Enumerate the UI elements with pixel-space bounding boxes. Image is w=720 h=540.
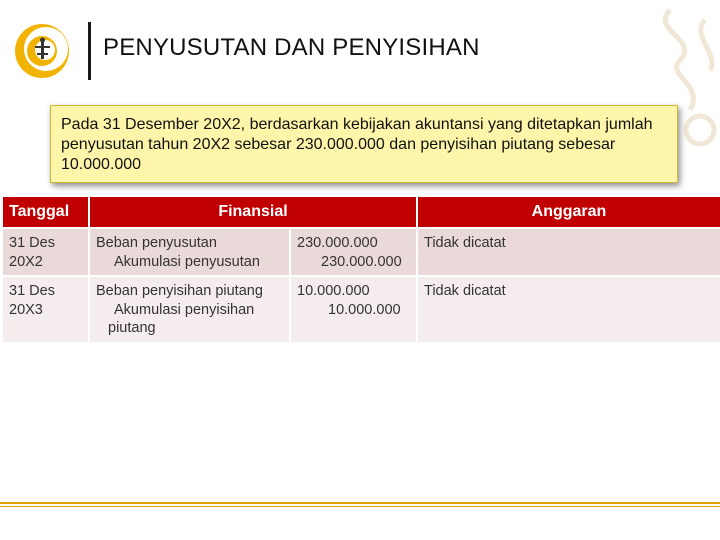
callout-text: Pada 31 Desember 20X2, berdasarkan kebijakan akuntansi yang ditetapkan jumlah penyusutan tahun 20X2 sebesar 230.000.000 dan penyisihan piutang sebesar 10.000.000 <box>61 116 653 173</box>
page-title: PENYUSUTAN DAN PENYISIHAN <box>103 34 480 61</box>
journal-table <box>3 197 720 342</box>
footer-rule-thin <box>0 506 720 507</box>
debit-amount: 230.000.000 <box>297 235 378 251</box>
header-finance: Finansial <box>90 197 418 227</box>
row-amounts <box>291 275 418 342</box>
debit-account: Beban penyusutan <box>96 235 217 251</box>
header-date: Tanggal <box>3 197 90 227</box>
credit-account: Akumulasi penyusutan <box>114 253 260 270</box>
row-amounts <box>291 227 418 275</box>
debit-account: Beban penyisihan piutang <box>96 283 263 299</box>
footer-rule <box>0 502 720 504</box>
table-row <box>3 227 720 275</box>
row-date: 31 Des 20X2 <box>3 227 90 275</box>
row-accounts <box>90 275 291 342</box>
credit-account-continued: piutang <box>108 320 156 336</box>
row-date: 31 Des 20X3 <box>3 275 90 342</box>
header-budget: Anggaran <box>418 197 720 227</box>
credit-account: Akumulasi penyisihan <box>114 301 255 318</box>
university-logo-icon <box>12 20 72 82</box>
title-divider <box>88 22 91 80</box>
credit-amount: 230.000.000 <box>321 253 402 270</box>
info-callout <box>50 105 678 183</box>
credit-amount: 10.000.000 <box>328 301 401 318</box>
row-budget: Tidak dicatat <box>418 275 720 342</box>
table-header-row <box>3 197 720 227</box>
row-budget: Tidak dicatat <box>418 227 720 275</box>
table-row <box>3 275 720 342</box>
debit-amount: 10.000.000 <box>297 283 370 299</box>
row-accounts <box>90 227 291 275</box>
